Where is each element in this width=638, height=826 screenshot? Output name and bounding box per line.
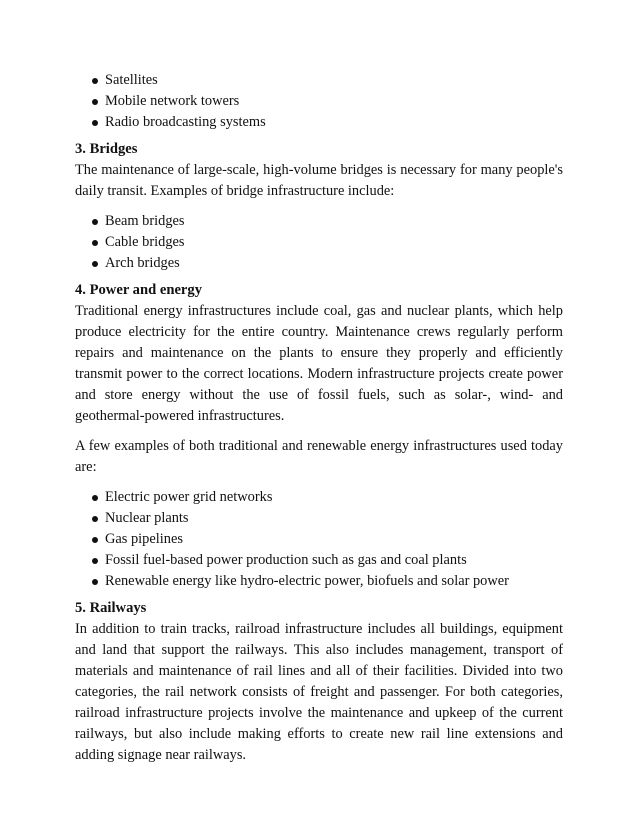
list-item-text: Fossil fuel-based power production such as gas and coal plants (105, 552, 467, 568)
railways-paragraph: In addition to train tracks, railroad infrastructure includes all buildings, equipment and land that support the railways. This also includes management, transport of materials and maintenance of rail lines and all of their facilities. Divided into two categories, the rail network consists of freight and passenger. For both categories, railroad infrastructure projects involve the maintenance and upkeep of the current railways, but also include making efforts to create new rail line extensions and adding signage near railways. (75, 621, 563, 763)
railways-heading: 5. Railways (75, 600, 147, 616)
bullet-icon (92, 558, 98, 564)
bullet-icon (92, 99, 98, 105)
list-item-text: Radio broadcasting systems (105, 114, 266, 130)
power-heading: 4. Power and energy (75, 282, 203, 298)
list-item-text: Electric power grid networks (105, 489, 273, 505)
bullet-icon (92, 516, 98, 522)
list-item (75, 550, 563, 571)
list-item-text: Gas pipelines (105, 531, 183, 547)
bridges-heading: 3. Bridges (75, 141, 138, 157)
list-item-text: Beam bridges (105, 213, 185, 229)
bullet-icon (92, 78, 98, 84)
bullet-icon (92, 219, 98, 225)
list-item-text: Satellites (105, 72, 158, 88)
bullet-icon (92, 261, 98, 267)
bullet-icon (92, 579, 98, 585)
bullet-icon (92, 240, 98, 246)
bridges-list (75, 211, 563, 274)
list-item (75, 91, 563, 112)
list-item (75, 508, 563, 529)
list-item (75, 211, 563, 232)
list-item (75, 70, 563, 91)
list-item-text: Arch bridges (105, 255, 180, 271)
bridges-paragraph: The maintenance of large-scale, high-volume bridges is necessary for many people's daily transit. Examples of bridge infrastructure include: (75, 162, 563, 199)
list-item-text: Cable bridges (105, 234, 185, 250)
list-item (75, 487, 563, 508)
bullet-icon (92, 495, 98, 501)
power-list (75, 487, 563, 592)
list-item (75, 232, 563, 253)
list-item-text: Renewable energy like hydro-electric power, biofuels and solar power (105, 573, 509, 589)
list-item (75, 253, 563, 274)
power-paragraph: Traditional energy infrastructures include coal, gas and nuclear plants, which help produce electricity for the entire country. Maintenance crews regularly perform repairs and maintenance on the plants to ensure they properly and efficiently transmit power to the correct locations. Modern infrastructure projects create power and store energy without the use of fossil fuels, such as solar-, wind- and geothermal-powered infrastructures. (75, 303, 563, 424)
list-item (75, 112, 563, 133)
list-item-text: Mobile network towers (105, 93, 240, 109)
document-page (75, 70, 563, 766)
list-item (75, 571, 563, 592)
list-item-text: Nuclear plants (105, 510, 189, 526)
bullet-icon (92, 120, 98, 126)
list-item (75, 529, 563, 550)
communications-list (75, 70, 563, 133)
bullet-icon (92, 537, 98, 543)
power-examples-paragraph: A few examples of both traditional and renewable energy infrastructures used today are: (75, 438, 563, 475)
